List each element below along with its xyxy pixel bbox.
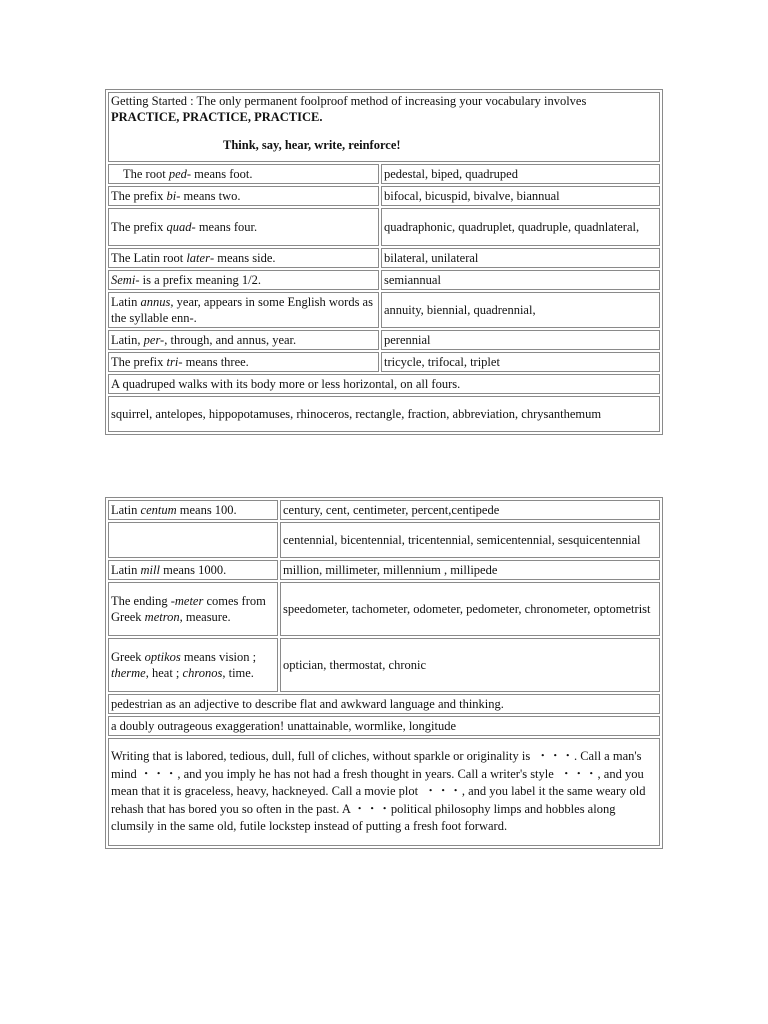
- vocabulary-table-1: [105, 89, 663, 435]
- def-text: measure.: [182, 610, 231, 624]
- note-cell: pedestrian as an adjective to describe flat and awkward language and thinking.: [108, 694, 660, 714]
- def-text: - means side.: [209, 251, 276, 265]
- def-text: - means four.: [191, 220, 258, 234]
- def-term: bi: [166, 189, 177, 203]
- table-row: [108, 352, 660, 372]
- words-cell: tricycle, trifocal, triplet: [381, 352, 660, 372]
- note-row: [108, 374, 660, 394]
- words-cell: semiannual: [381, 270, 660, 290]
- table-row: [108, 164, 660, 184]
- words-cell: quadraphonic, quadruplet, quadruple, quadnlateral,: [381, 208, 660, 246]
- definition-cell: [108, 208, 379, 246]
- def-text: , time.: [222, 666, 254, 680]
- def-term: later: [186, 251, 210, 265]
- note-cell: a doubly outrageous exaggeration! unattainable, wormlike, longitude: [108, 716, 660, 736]
- def-text: Latin,: [111, 333, 144, 347]
- def-term: chronos: [182, 666, 223, 680]
- def-term: optikos: [144, 650, 181, 664]
- paragraph-cell: Writing that is labored, tedious, dull, full of cliches, without sparkle or originality is ・・・. Call a man's mind ・・・, and you imply he has not had a fresh thought in years. Call a writer's style ・・・, and you mean that it is graceless, heavy, hackneyed. Call a movie plot ・・・, and you label it the same weary old rehash that has bored you so often in the past. A ・・・political philosophy limps and hobbles along clumsily in the same old, futile lockstep instead of putting a fresh foot forward.: [108, 738, 660, 846]
- intro-text: Getting Started : The only permanent foolproof method of increasing your vocabulary involves: [111, 94, 587, 108]
- def-text: , heat ;: [145, 666, 183, 680]
- definition-cell: [108, 248, 379, 268]
- def-text: The ending -: [111, 594, 175, 608]
- table-row: [108, 560, 660, 580]
- words-cell: bilateral, unilateral: [381, 248, 660, 268]
- table-row: [108, 522, 660, 558]
- definition-cell: [108, 186, 379, 206]
- table-row: [108, 248, 660, 268]
- table-row: [108, 186, 660, 206]
- definition-cell: [108, 270, 379, 290]
- motto: Think, say, hear, write, reinforce!: [223, 138, 401, 152]
- definition-cell: [108, 582, 278, 636]
- def-text: - means foot.: [186, 167, 253, 181]
- note-row: [108, 716, 660, 736]
- def-text: Greek: [111, 650, 145, 664]
- def-text: comes from Greek: [111, 594, 266, 624]
- def-text: Latin: [111, 295, 141, 309]
- def-text: The root: [123, 167, 169, 181]
- note-row: [108, 396, 660, 432]
- note-row: [108, 694, 660, 714]
- words-cell: optician, thermostat, chronic: [280, 638, 660, 692]
- def-text: means vision ;: [180, 650, 257, 664]
- def-text: The prefix: [111, 189, 167, 203]
- def-term: annus,: [140, 295, 174, 309]
- def-text: means 100.: [176, 503, 237, 517]
- practice-text: PRACTICE, PRACTICE, PRACTICE.: [111, 110, 323, 124]
- note-row: [108, 738, 660, 846]
- table-row: [108, 270, 660, 290]
- intro-row: [108, 92, 660, 162]
- definition-cell: [108, 292, 379, 328]
- def-term: mill: [140, 563, 160, 577]
- def-term: per-: [143, 333, 165, 347]
- table-row: [108, 500, 660, 520]
- def-text: The Latin root: [111, 251, 187, 265]
- def-term: ped: [168, 167, 187, 181]
- words-cell: speedometer, tachometer, odometer, pedometer, chronometer, optometrist: [280, 582, 660, 636]
- def-text: The prefix: [111, 220, 167, 234]
- note-cell: squirrel, antelopes, hippopotamuses, rhinoceros, rectangle, fraction, abbreviation, chrysanthemum: [108, 396, 660, 432]
- table-row: [108, 292, 660, 328]
- def-text: Latin: [111, 563, 141, 577]
- table-row: [108, 638, 660, 692]
- words-cell: century, cent, centimeter, percent,centipede: [280, 500, 660, 520]
- words-cell: centennial, bicentennial, tricentennial, semicentennial, sesquicentennial: [280, 522, 660, 558]
- definition-cell: [108, 164, 379, 184]
- words-cell: annuity, biennial, quadrennial,: [381, 292, 660, 328]
- table-row: [108, 208, 660, 246]
- table-row: [108, 582, 660, 636]
- definition-cell: [108, 352, 379, 372]
- def-term: metron,: [144, 610, 183, 624]
- table-row: [108, 330, 660, 350]
- words-cell: million, millimeter, millennium , millipede: [280, 560, 660, 580]
- def-text: Latin: [111, 503, 141, 517]
- definition-cell: [108, 560, 278, 580]
- def-text: - means two.: [176, 189, 241, 203]
- def-text: , through, and annus, year.: [164, 333, 297, 347]
- intro-cell: [108, 92, 660, 162]
- def-text: means 1000.: [159, 563, 227, 577]
- definition-cell: [108, 330, 379, 350]
- words-cell: bifocal, bicuspid, bivalve, biannual: [381, 186, 660, 206]
- words-cell: pedestal, biped, quadruped: [381, 164, 660, 184]
- def-term: centum: [140, 503, 177, 517]
- note-cell: A quadruped walks with its body more or less horizontal, on all fours.: [108, 374, 660, 394]
- def-term: quad: [166, 220, 192, 234]
- def-text: - means three.: [178, 355, 249, 369]
- def-term: Semi: [111, 273, 136, 287]
- def-term: therme: [111, 666, 146, 680]
- vocabulary-table-2: [105, 497, 663, 849]
- def-term: tri: [166, 355, 179, 369]
- def-text: year, appears in some English words as the syllable enn-.: [111, 295, 373, 325]
- empty-cell: [108, 522, 278, 558]
- def-text: The prefix: [111, 355, 167, 369]
- definition-cell: [108, 638, 278, 692]
- def-text: - is a prefix meaning 1/2.: [135, 273, 261, 287]
- def-term: meter: [174, 594, 204, 608]
- words-cell: perennial: [381, 330, 660, 350]
- definition-cell: [108, 500, 278, 520]
